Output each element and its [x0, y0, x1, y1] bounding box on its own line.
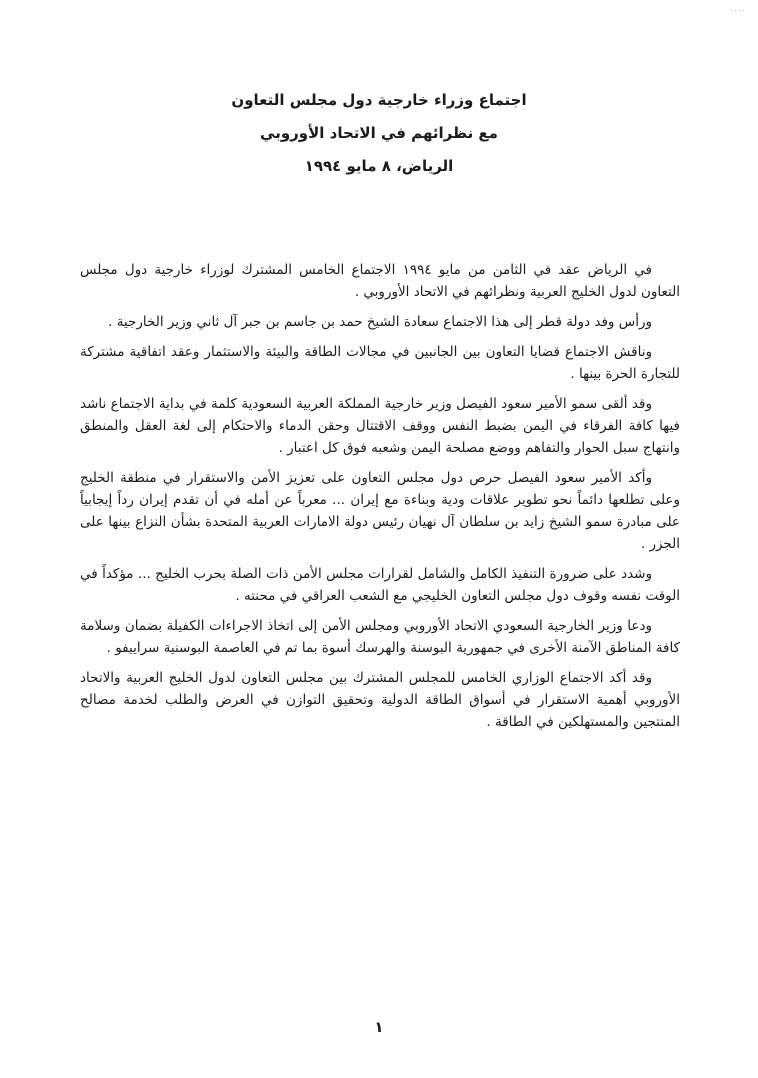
title-line-meeting: اجتماع وزراء خارجية دول مجلس التعاون — [231, 91, 527, 109]
document-body — [80, 183, 680, 733]
title-line-counterparts: مع نظرائهم في الاتحاد الأوروبي — [260, 124, 498, 142]
body-paragraph-1: في الرياض عقد في الثامن من مايو ١٩٩٤ الاجتماع الخامس المشترك لوزراء خارجية دول مجلس التعاون لدول الخليج العربية ونظرائهم في الاتحاد الأوروبي . — [80, 262, 680, 300]
document-title — [0, 84, 758, 183]
body-paragraph-4: وقد ألقى سمو الأمير سعود الفيصل وزير خارجية المملكة العربية السعودية كلمة في بداية الاجتماع ناشد فيها كافة الفرقاء في اليمن بضبط النفس ووقف الاقتتال وحقن الدماء والاحتكام إلى لغة العقل والمنطق وانتهاج سبل الحوار والتفاهم ووضع مصلحة اليمن وشعبه فوق كل اعتبار . — [80, 396, 680, 456]
body-paragraph-7: ودعا وزير الخارجية السعودي الاتحاد الأوروبي ومجلس الأمن إلى اتخاذ الاجراءات الكفيلة بضمان وسلامة كافة المناطق الآمنة الأخرى في جمهورية البوسنة والهرسك أسوة بما تم في العاصمة البوسنية سراييفو . — [80, 618, 680, 656]
scan-artifact: .... — [730, 4, 746, 14]
body-paragraph-5: وأكد الأمير سعود الفيصل حرص دول مجلس التعاون على تعزيز الأمن والاستقرار في منطقة الخليج وعلى تطلعها دائماً نحو تطوير علاقات ودية وبناءة مع إيران ... معرباً عن أمله في أن تقدم إيران رداً إيجابياً على مبادرة سمو الشيخ زايد بن سلطان آل نهيان رئيس دولة الامارات العربية المتحدة بشأن النزاع بينها على الجزر . — [80, 470, 680, 552]
body-paragraph-6: وشدد على ضرورة التنفيذ الكامل والشامل لقرارات مجلس الأمن ذات الصلة بحرب الخليج ... مؤكداً في الوقت نفسه وقوف دول مجلس التعاون الخليجي مع الشعب العراقي في محنته . — [80, 566, 680, 604]
body-paragraph-2: ورأس وفد دولة قطر إلى هذا الاجتماع سعادة الشيخ حمد بن جاسم بن جبر آل ثاني وزير الخارجية . — [108, 314, 652, 330]
body-paragraph-3: وناقش الاجتماع قضايا التعاون بين الجانبين في مجالات الطاقة والبيئة والاستثمار وعقد اتفاقية مشتركة للتجارة الحرة بينها . — [80, 344, 680, 382]
body-paragraph-8: وقد أكد الاجتماع الوزاري الخامس للمجلس المشترك بين مجلس التعاون لدول الخليج العربية والاتحاد الأوروبي أهمية الاستقرار في أسواق الطاقة الدولية وتحقيق التوازن في العرض والطلب لخدمة مصالح المنتجين والمستهلكين في الطاقة . — [80, 670, 680, 730]
title-line-date-place: الرياض، ٨ مايو ١٩٩٤ — [304, 157, 454, 175]
page-number: ١ — [374, 1018, 384, 1036]
